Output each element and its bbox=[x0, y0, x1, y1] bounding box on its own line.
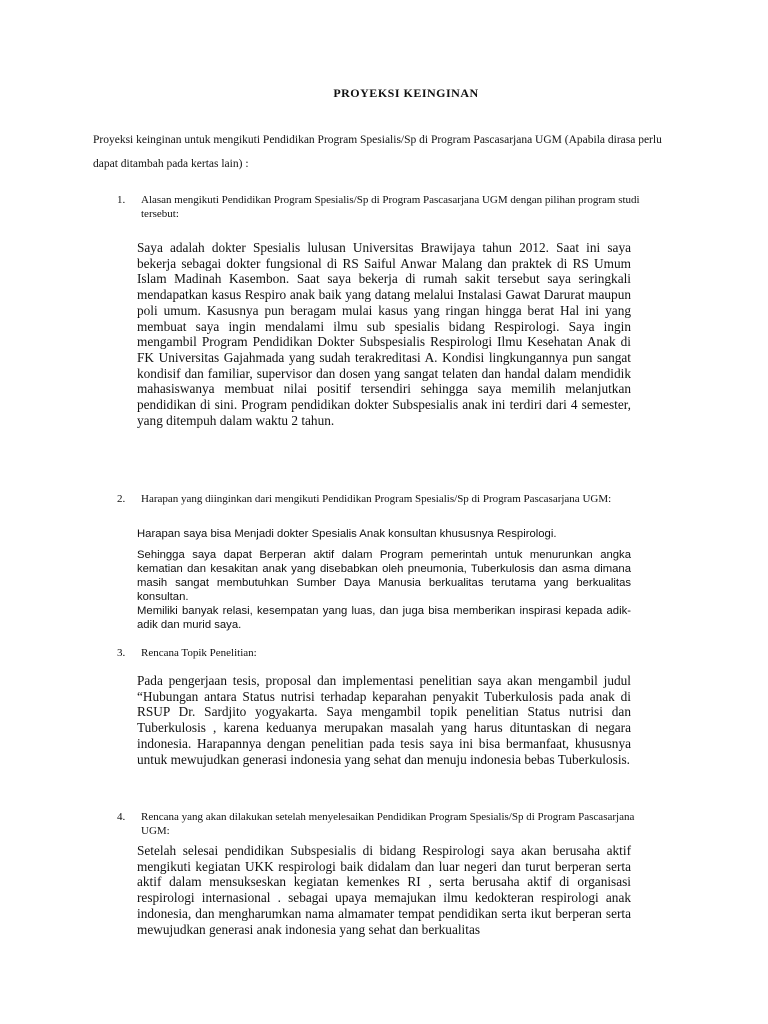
section-4-answer: Setelah selesai pendidikan Subspesialis di bidang Respirologi saya akan berusaha aktif mengikuti kegiatan UKK respirologi baik didalam dan luar negeri dan turut berperan serta aktif dalam mensukseskan kegiatan kemenkes RI , serta berusaha aktif di organisasi respirologi internasional . sebagai upaya memajukan ilmu kedokteran respirologi anak indonesia, dan mengharumkan nama almamater tempat pendidikan serta ikut berperan serta mewujudkan generasi anak indonesia yang sehat dan berkualitas bbox=[137, 843, 631, 937]
section-2-answer-p1: Harapan saya bisa Menjadi dokter Spesialis Anak konsultan khususnya Respirologi. bbox=[137, 528, 557, 540]
section-2-number: 2. bbox=[117, 493, 126, 505]
section-2-answer-p3: Memiliki banyak relasi, kesempatan yang luas, dan juga bisa memberikan inspirasi kepada adik- adik dan murid saya. bbox=[137, 605, 631, 631]
page-title: PROYEKSI KEINGINAN bbox=[333, 86, 479, 100]
section-2-answer bbox=[137, 527, 631, 632]
section-1-question-text: Alasan mengikuti Pendidikan Program Spesialis/Sp di Program Pascasarjana UGM dengan pilihan program studi tersebut: bbox=[141, 194, 640, 220]
section-1-answer: Saya adalah dokter Spesialis lulusan Universitas Brawijaya tahun 2012. Saat ini saya bekerja sebagai dokter fungsional di RS Saiful Anwar Malang dan praktek di RS Umum Islam Madinah Kasembon. Saat saya bekerja di rumah sakit tersebut saya seringkali mendapatkan kasus Respiro anak baik yang datang melalui Instalasi Gawat Darurat maupun poli umum. Kasusnya pun beragam mulai kasus yang ringan hingga berat Hal ini yang membuat saya ingin mendalami ilmu sub spesialis bidang Respirologi. Saya ingin mengambil Program Pendidikan Dokter Subspesialis Respirologi Ilmu Kesehatan Anak di FK Universitas Gajahmada yang sudah terakreditasi A. Kondisi lingkungannya pun sangat kondisif dan familiar, supervisor dan dosen yang sangat telaten dan handal dalam mendidik mahasiswanya membuat nilai positif tersendiri sehingga saya memilih melanjutkan pendidikan di sini. Program pendidikan dokter Subspesialis anak ini terdiri dari 4 semester, yang ditempuh dalam waktu 2 tahun. bbox=[137, 240, 631, 428]
section-3-question bbox=[117, 646, 657, 660]
section-3-answer: Pada pengerjaan tesis, proposal dan implementasi penelitian saya akan mengambil judul “Hubungan antara Status nutrisi terhadap keparahan penyakit Tuberkulosis pada anak di RSUP Dr. Sardjito yogyakarta. Saya mengambil topik penelitian Status nutrisi dan Tuberkulosis , karena keduanya merupakan masalah yang harus dituntaskan di negara indonesia. Harapannya dengan penelitian pada tesis saya ini bisa bermanfaat, khususnya untuk mewujudkan generasi indonesia yang sehat dan menuju indonesia bebas Tuberkulosis. bbox=[137, 673, 631, 767]
section-2-question bbox=[117, 492, 657, 506]
section-4-number: 4. bbox=[117, 811, 126, 823]
section-4-question bbox=[117, 810, 657, 838]
section-3-number: 3. bbox=[117, 647, 126, 659]
intro-text: Proyeksi keinginan untuk mengikuti Pendidikan Program Spesialis/Sp di Program Pascasarjana UGM (Apabila dirasa perlu dapat ditambah pada kertas lain) : bbox=[93, 134, 662, 170]
section-2-answer-p2: Sehingga saya dapat Berperan aktif dalam Program pemerintah untuk menurunkan angka kematian dan kesakitan anak yang disebabkan oleh pneumonia, Tuberkulosis dan asma dimana masih sangat membutuhkan Sumber Daya Manusia berkualitas terutama yang berkualitas konsultan. bbox=[137, 549, 631, 603]
section-2-question-text: Harapan yang diinginkan dari mengikuti Pendidikan Program Spesialis/Sp di Program Pascasarjana UGM: bbox=[141, 493, 612, 505]
section-1-question bbox=[117, 193, 657, 221]
section-1-number: 1. bbox=[117, 194, 126, 206]
section-4-question-text: Rencana yang akan dilakukan setelah menyelesaikan Pendidikan Program Spesialis/Sp di Program Pascasarjana UGM: bbox=[141, 811, 635, 837]
section-3-question-text: Rencana Topik Penelitian: bbox=[141, 647, 257, 659]
